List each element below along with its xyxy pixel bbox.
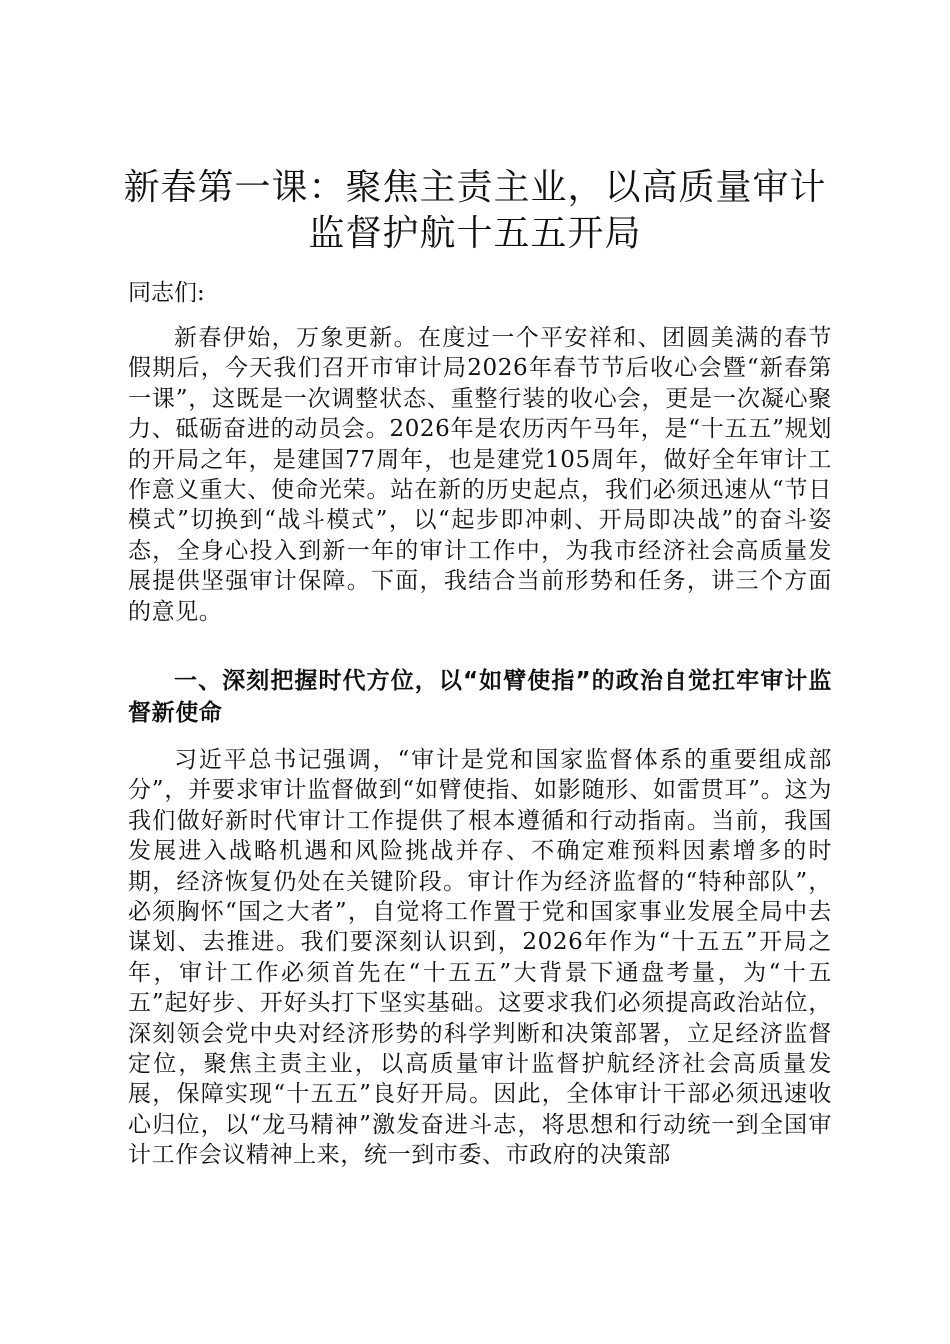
salutation: 同志们:	[128, 280, 205, 306]
document-title: 新春第一课：聚焦主责主业，以高质量审计监督护航十五五开局	[123, 167, 827, 254]
intro-paragraph: 新春伊始，万象更新。在度过一个平安祥和、团圆美满的春节假期后，今天我们召开市审计局2026年春节节后收心会暨“新春第一课”，这既是一次调整状态、重整行装的收心会，更是一次凝心聚力、砥砺奋进的动员会。2026年是农历丙午马年，是“十五五”规划的开局之年，是建国77周年，也是建党105周年，做好全年审计工作意义重大、使命光荣。站在新的历史起点，我们必须迅速从“节日模式”切换到“战斗模式”，以“起步即冲刺、开局即决战”的奋斗姿态，全身心投入到新一年的审计工作中，为我市经济社会高质量发展提供坚强审计保障。下面，我结合当前形势和任务，讲三个方面的意见。	[128, 325, 832, 625]
section-paragraph: 习近平总书记强调，“审计是党和国家监督体系的重要组成部分”，并要求审计监督做到“如臂使指、如影随形、如雷贯耳”。这为我们做好新时代审计工作提供了根本遵循和行动指南。当前，我国发展进入战略机遇和风险挑战并存、不确定难预料因素增多的时期，经济恢复仍处在关键阶段。审计作为经济监督的“特种部队”，必须胸怀“国之大者”，自觉将工作置于党和国家事业发展全局中去谋划、去推进。我们要深刻认识到，2026年作为“十五五”开局之年，审计工作必须首先在“十五五”大背景下通盘考量，为“十五五”起好步、开好头打下坚实基础。这要求我们必须提高政治站位，深刻领会党中央对经济形势的科学判断和决策部署，立足经济监督定位，聚焦主责主业，以高质量审计监督护航经济社会高质量发展，保障实现“十五五”良好开局。因此，全体审计干部必须迅速收心归位，以“龙马精神”激发奋进斗志，将思想和行动统一到全国审计工作会议精神上来，统一到市委、市政府的决策部	[128, 747, 832, 1169]
section-heading: 一、深刻把握时代方位，以“如臂使指”的政治自觉扛牢审计监督新使命	[128, 668, 832, 726]
